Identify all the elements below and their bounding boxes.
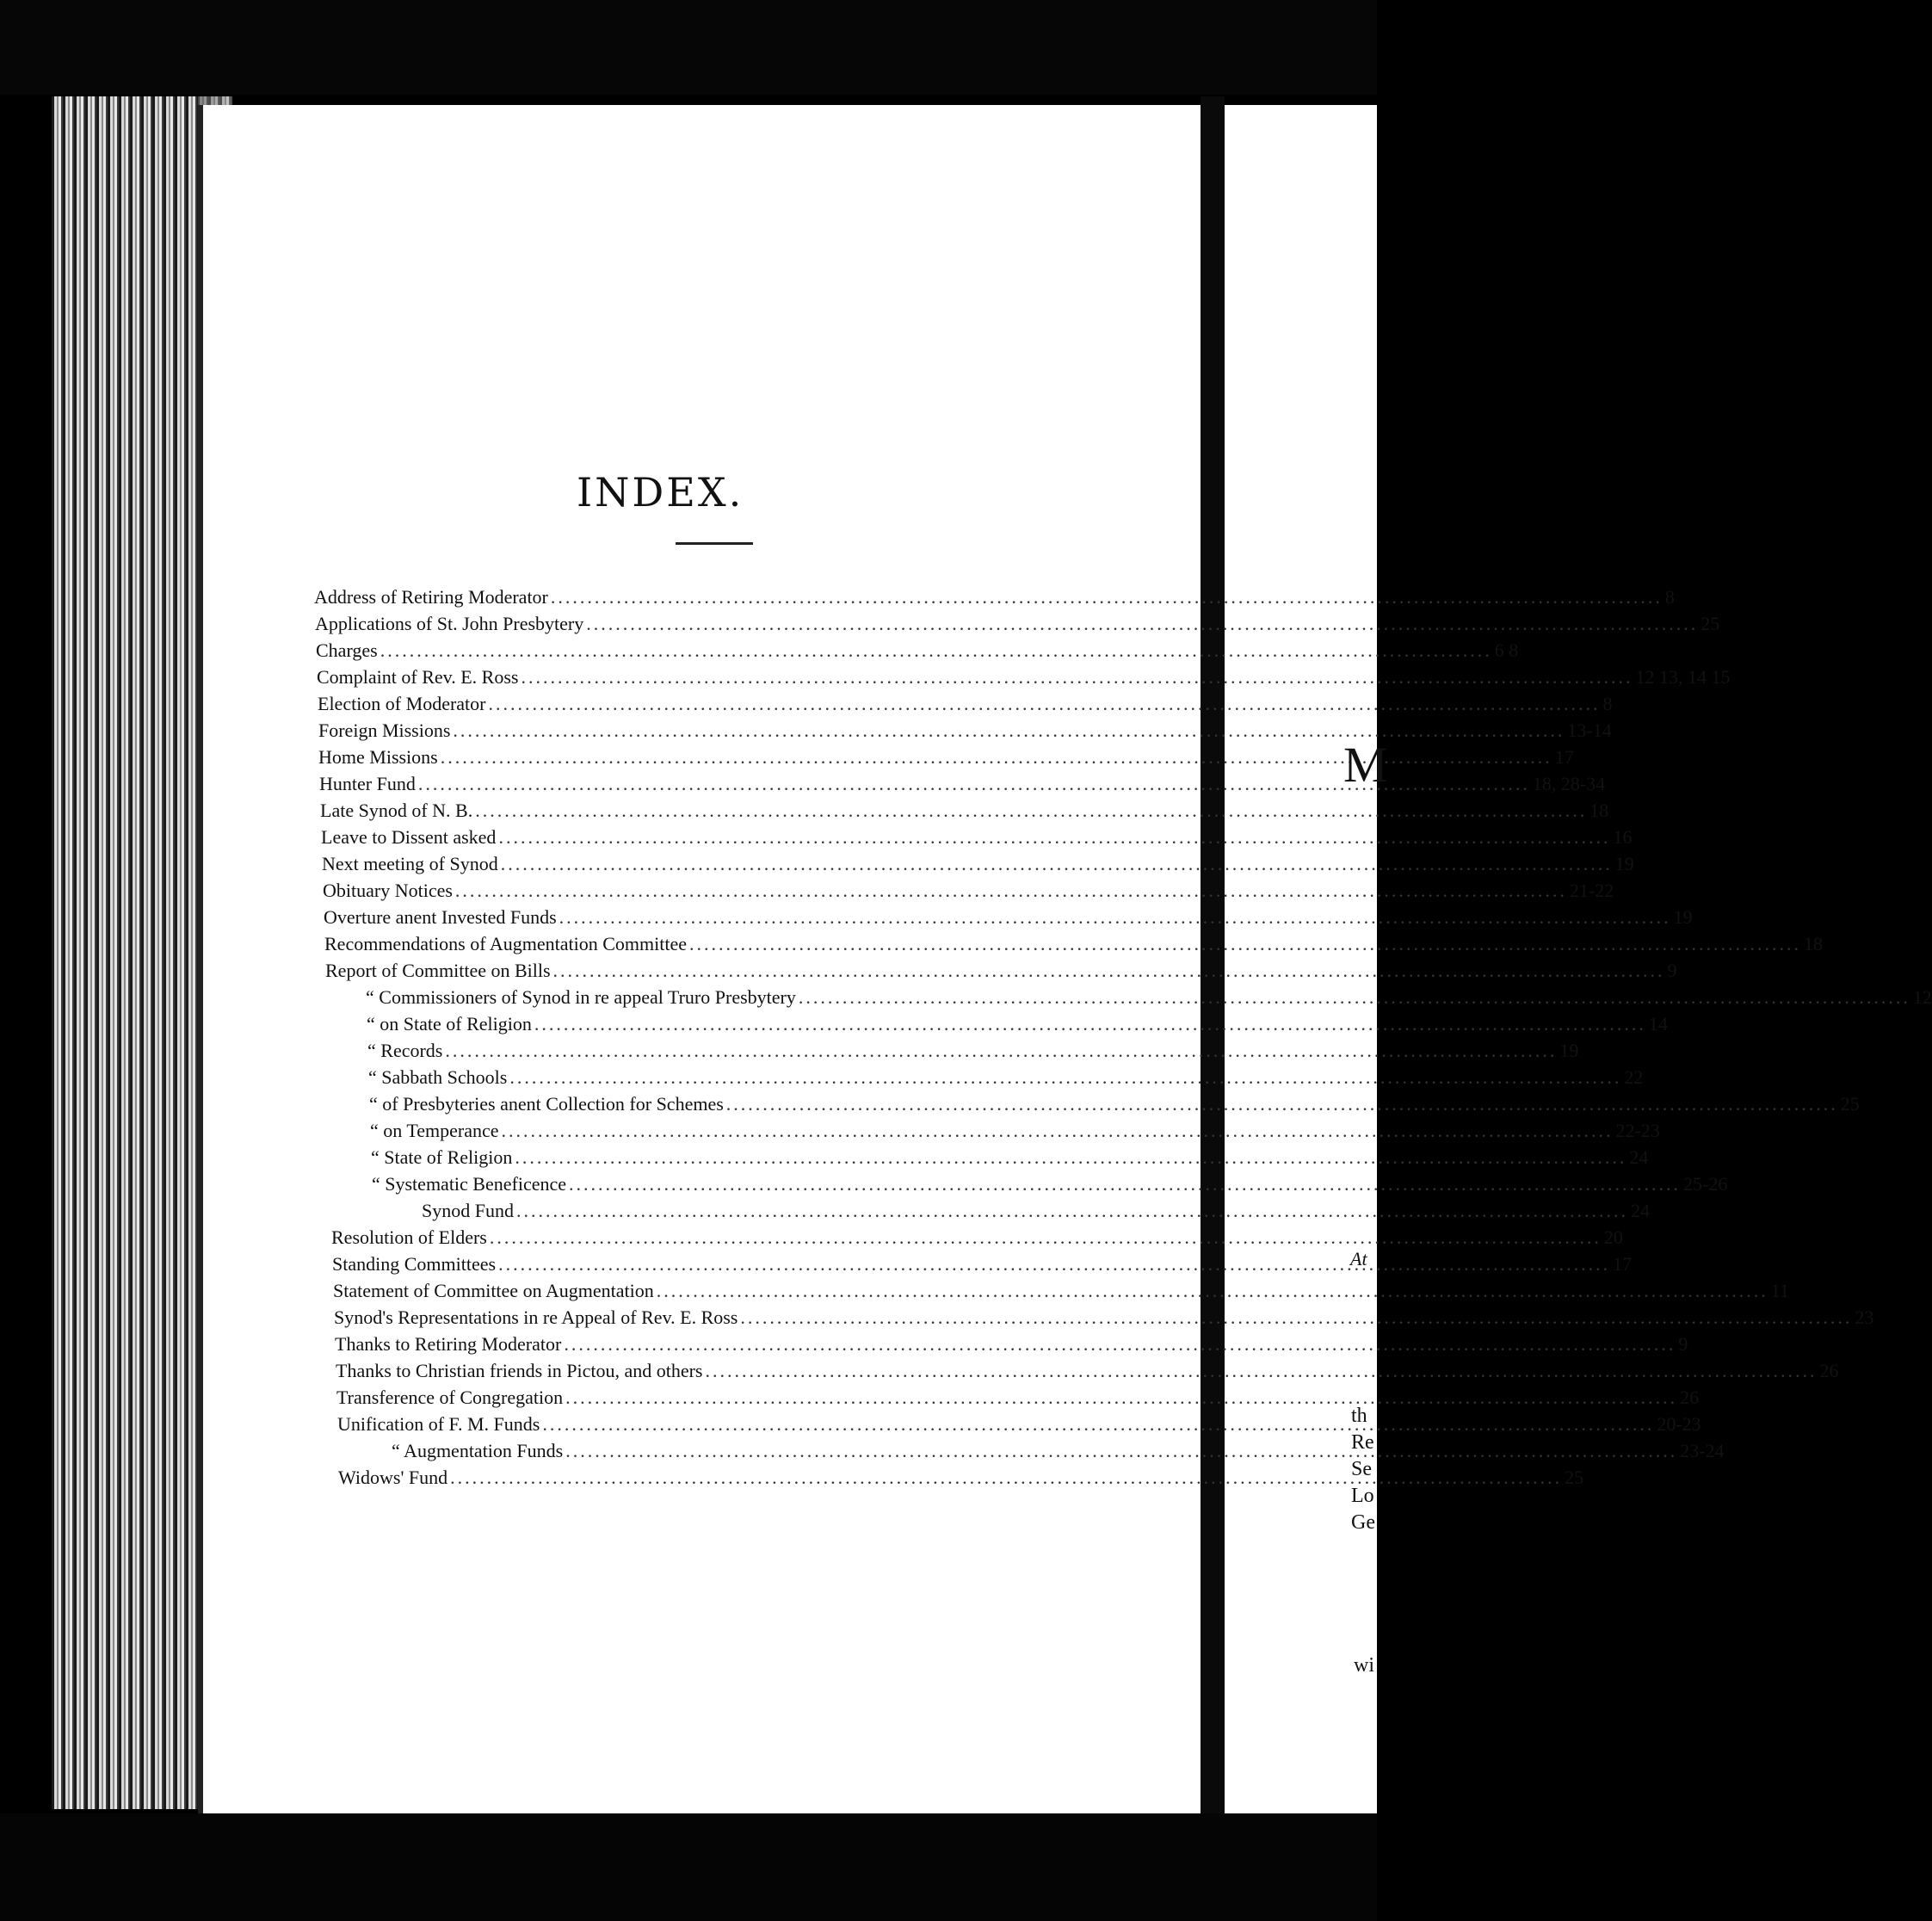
index-entry	[315, 608, 1720, 635]
leader-dots	[799, 986, 1910, 1009]
entry-label: “ State of Religion	[371, 1146, 513, 1168]
leader-dots	[502, 1120, 1614, 1142]
index-entry	[336, 1355, 1839, 1382]
index-entry	[422, 1195, 1650, 1222]
scan-bottom-border	[0, 1813, 1377, 1921]
entry-pages: 16	[1613, 826, 1633, 848]
leader-dots	[453, 720, 1565, 742]
leader-dots	[445, 1040, 1557, 1062]
leader-dots	[509, 1066, 1621, 1089]
entry-label: Charges	[316, 639, 378, 661]
index-entry	[318, 688, 1613, 715]
index-entry	[334, 1301, 1874, 1329]
index-entry	[333, 1275, 1789, 1302]
right-page-text-fragment: Se	[1351, 1458, 1372, 1480]
entry-label: Obituary Notices	[323, 880, 453, 901]
book-gutter	[1201, 96, 1225, 1818]
entry-pages: 25	[1840, 1093, 1860, 1115]
page-title: INDEX.	[577, 469, 744, 516]
index-entry	[324, 901, 1693, 929]
leader-dots	[559, 906, 1671, 929]
entry-label: Overture anent Invested Funds	[324, 906, 557, 928]
index-entry	[316, 634, 1519, 662]
index-entry	[322, 848, 1634, 875]
entry-pages: 9	[1678, 1333, 1688, 1355]
leader-dots	[657, 1280, 1768, 1302]
entry-label: “ on State of Religion	[367, 1013, 532, 1035]
entry-pages: 18	[1804, 933, 1823, 954]
entry-label: Address of Retiring Moderator	[314, 586, 548, 608]
entry-pages: 20-23	[1657, 1413, 1701, 1435]
entry-label: Leave to Dissent asked	[321, 826, 497, 848]
index-entry	[320, 794, 1609, 822]
index-entry	[324, 928, 1823, 955]
entry-label: “ on Temperance	[370, 1120, 499, 1141]
entry-label: Foreign Missions	[318, 720, 451, 741]
index-entry	[331, 1221, 1623, 1249]
entry-label: Complaint of Rev. E. Ross	[317, 666, 519, 688]
leader-dots	[726, 1093, 1838, 1115]
entry-pages: 17	[1613, 1253, 1633, 1275]
entry-pages: 22	[1624, 1066, 1644, 1088]
leader-dots	[475, 800, 1587, 822]
entry-pages: 11	[1770, 1280, 1789, 1301]
index-entry	[370, 1115, 1660, 1142]
entry-pages: 25	[1701, 613, 1720, 634]
right-page-heading-fragment: M	[1343, 737, 1388, 793]
right-page-text-fragment: wi	[1354, 1654, 1374, 1677]
entry-pages: 19	[1559, 1040, 1579, 1061]
leader-dots	[498, 1253, 1610, 1276]
index-entry	[336, 1381, 1700, 1409]
entry-pages: 8	[1602, 693, 1613, 714]
leader-dots	[553, 960, 1665, 982]
index-entry	[371, 1141, 1649, 1169]
leader-dots	[565, 1440, 1677, 1462]
leader-dots	[586, 613, 1698, 635]
index-entry	[372, 1168, 1728, 1195]
index-entry	[367, 1035, 1579, 1062]
title-rule	[676, 542, 753, 545]
entry-label: “ Augmentation Funds	[392, 1440, 564, 1461]
entry-label: Hunter Fund	[319, 773, 416, 794]
entry-pages: 14	[1648, 1013, 1668, 1035]
leader-dots	[551, 586, 1663, 608]
entry-label: Applications of St. John Presbytery	[315, 613, 584, 634]
right-page-text-fragment: th	[1351, 1405, 1367, 1427]
entry-label: “ of Presbyteries anent Collection for Schemes	[369, 1093, 724, 1115]
entry-pages: 8	[1664, 586, 1675, 608]
entry-pages: 19	[1614, 853, 1634, 874]
index-entry	[318, 741, 1574, 769]
leader-dots	[450, 1467, 1562, 1489]
entry-pages: 22-23	[1615, 1120, 1660, 1141]
entry-label: Report of Committee on Bills	[325, 960, 551, 981]
entry-label: Resolution of Elders	[331, 1226, 487, 1248]
entry-label: Synod Fund	[422, 1200, 514, 1221]
entry-label: Unification of F. M. Funds	[337, 1413, 540, 1435]
right-page-text-fragment: Lo	[1351, 1485, 1374, 1507]
entry-pages: 6 8	[1494, 639, 1519, 661]
entry-label: “ Sabbath Schools	[368, 1066, 508, 1088]
leader-dots	[542, 1413, 1654, 1436]
leader-dots	[490, 1226, 1602, 1249]
entry-pages: 24	[1629, 1146, 1649, 1168]
entry-label: Transference of Congregation	[336, 1387, 564, 1408]
entry-pages: 9	[1667, 960, 1677, 981]
index-entry	[323, 874, 1614, 902]
leader-dots	[515, 1146, 1626, 1169]
entry-label: “ Commissioners of Synod in re appeal Truro Presbytery	[366, 986, 796, 1008]
index-entry	[317, 661, 1731, 689]
entry-label: Late Synod of N. B.	[320, 800, 473, 821]
index-entry	[319, 768, 1606, 795]
entry-label: “ Records	[367, 1040, 443, 1061]
entry-pages: 23	[1855, 1306, 1874, 1328]
entry-label: “ Systematic Beneficence	[372, 1173, 567, 1195]
entry-label: Thanks to Retiring Moderator	[335, 1333, 562, 1355]
entry-label: Recommendations of Augmentation Committee	[324, 933, 687, 954]
entry-label: Election of Moderator	[318, 693, 486, 714]
index-entry	[366, 981, 1932, 1009]
entry-pages: 12 13, 14 15	[1635, 666, 1731, 688]
leader-dots	[569, 1173, 1681, 1195]
entry-pages: 20	[1603, 1226, 1623, 1248]
entry-pages: 25-26	[1683, 1173, 1728, 1195]
entry-label: Home Missions	[318, 746, 438, 768]
leader-dots	[501, 853, 1613, 875]
right-page-text-fragment: Ge	[1351, 1511, 1375, 1534]
leader-dots	[706, 1360, 1818, 1382]
index-entry	[335, 1328, 1688, 1356]
entry-pages: 26	[1680, 1387, 1700, 1408]
leader-dots	[455, 880, 1567, 902]
scan-top-border	[0, 0, 1377, 95]
entry-pages: 25	[1565, 1467, 1584, 1488]
leader-dots	[564, 1333, 1676, 1356]
index-entry	[368, 1061, 1644, 1089]
right-page-text-fragment: Re	[1351, 1431, 1374, 1454]
leader-dots	[534, 1013, 1646, 1035]
index-entry	[321, 821, 1633, 849]
leader-dots	[689, 933, 1801, 955]
leader-dots	[565, 1387, 1677, 1409]
index-entry	[369, 1088, 1860, 1115]
leader-dots	[489, 693, 1601, 715]
entry-pages: 13-14	[1567, 720, 1612, 741]
entry-label: Next meeting of Synod	[322, 853, 498, 874]
entry-label: Widows' Fund	[338, 1467, 448, 1488]
right-page-text-fragment: At	[1350, 1248, 1367, 1269]
entry-pages: 18	[1589, 800, 1609, 821]
entry-pages: 19	[1673, 906, 1693, 928]
leader-dots	[521, 666, 1633, 689]
entry-pages: 26	[1819, 1360, 1839, 1381]
entry-pages: 17	[1554, 746, 1574, 768]
entry-pages: 21-22	[1569, 880, 1614, 901]
index-entry	[318, 714, 1612, 742]
index-entry	[314, 581, 1675, 608]
entry-pages: 18, 28-34	[1532, 773, 1606, 794]
leader-dots	[516, 1200, 1628, 1222]
leader-dots	[740, 1306, 1852, 1329]
entry-label: Synod's Representations in re Appeal of Rev. E. Ross	[334, 1306, 738, 1328]
entry-pages: 23-24	[1680, 1440, 1725, 1461]
entry-label: Statement of Committee on Augmentation	[333, 1280, 654, 1301]
entry-label: Thanks to Christian friends in Pictou, and others	[336, 1360, 703, 1381]
leader-dots	[498, 826, 1610, 849]
entry-pages: 12	[1912, 986, 1932, 1008]
entry-pages: 24	[1630, 1200, 1650, 1221]
index-entry	[367, 1008, 1668, 1035]
leader-dots	[380, 639, 1492, 662]
index-entry	[325, 954, 1677, 982]
entry-label: Standing Committees	[332, 1253, 497, 1275]
